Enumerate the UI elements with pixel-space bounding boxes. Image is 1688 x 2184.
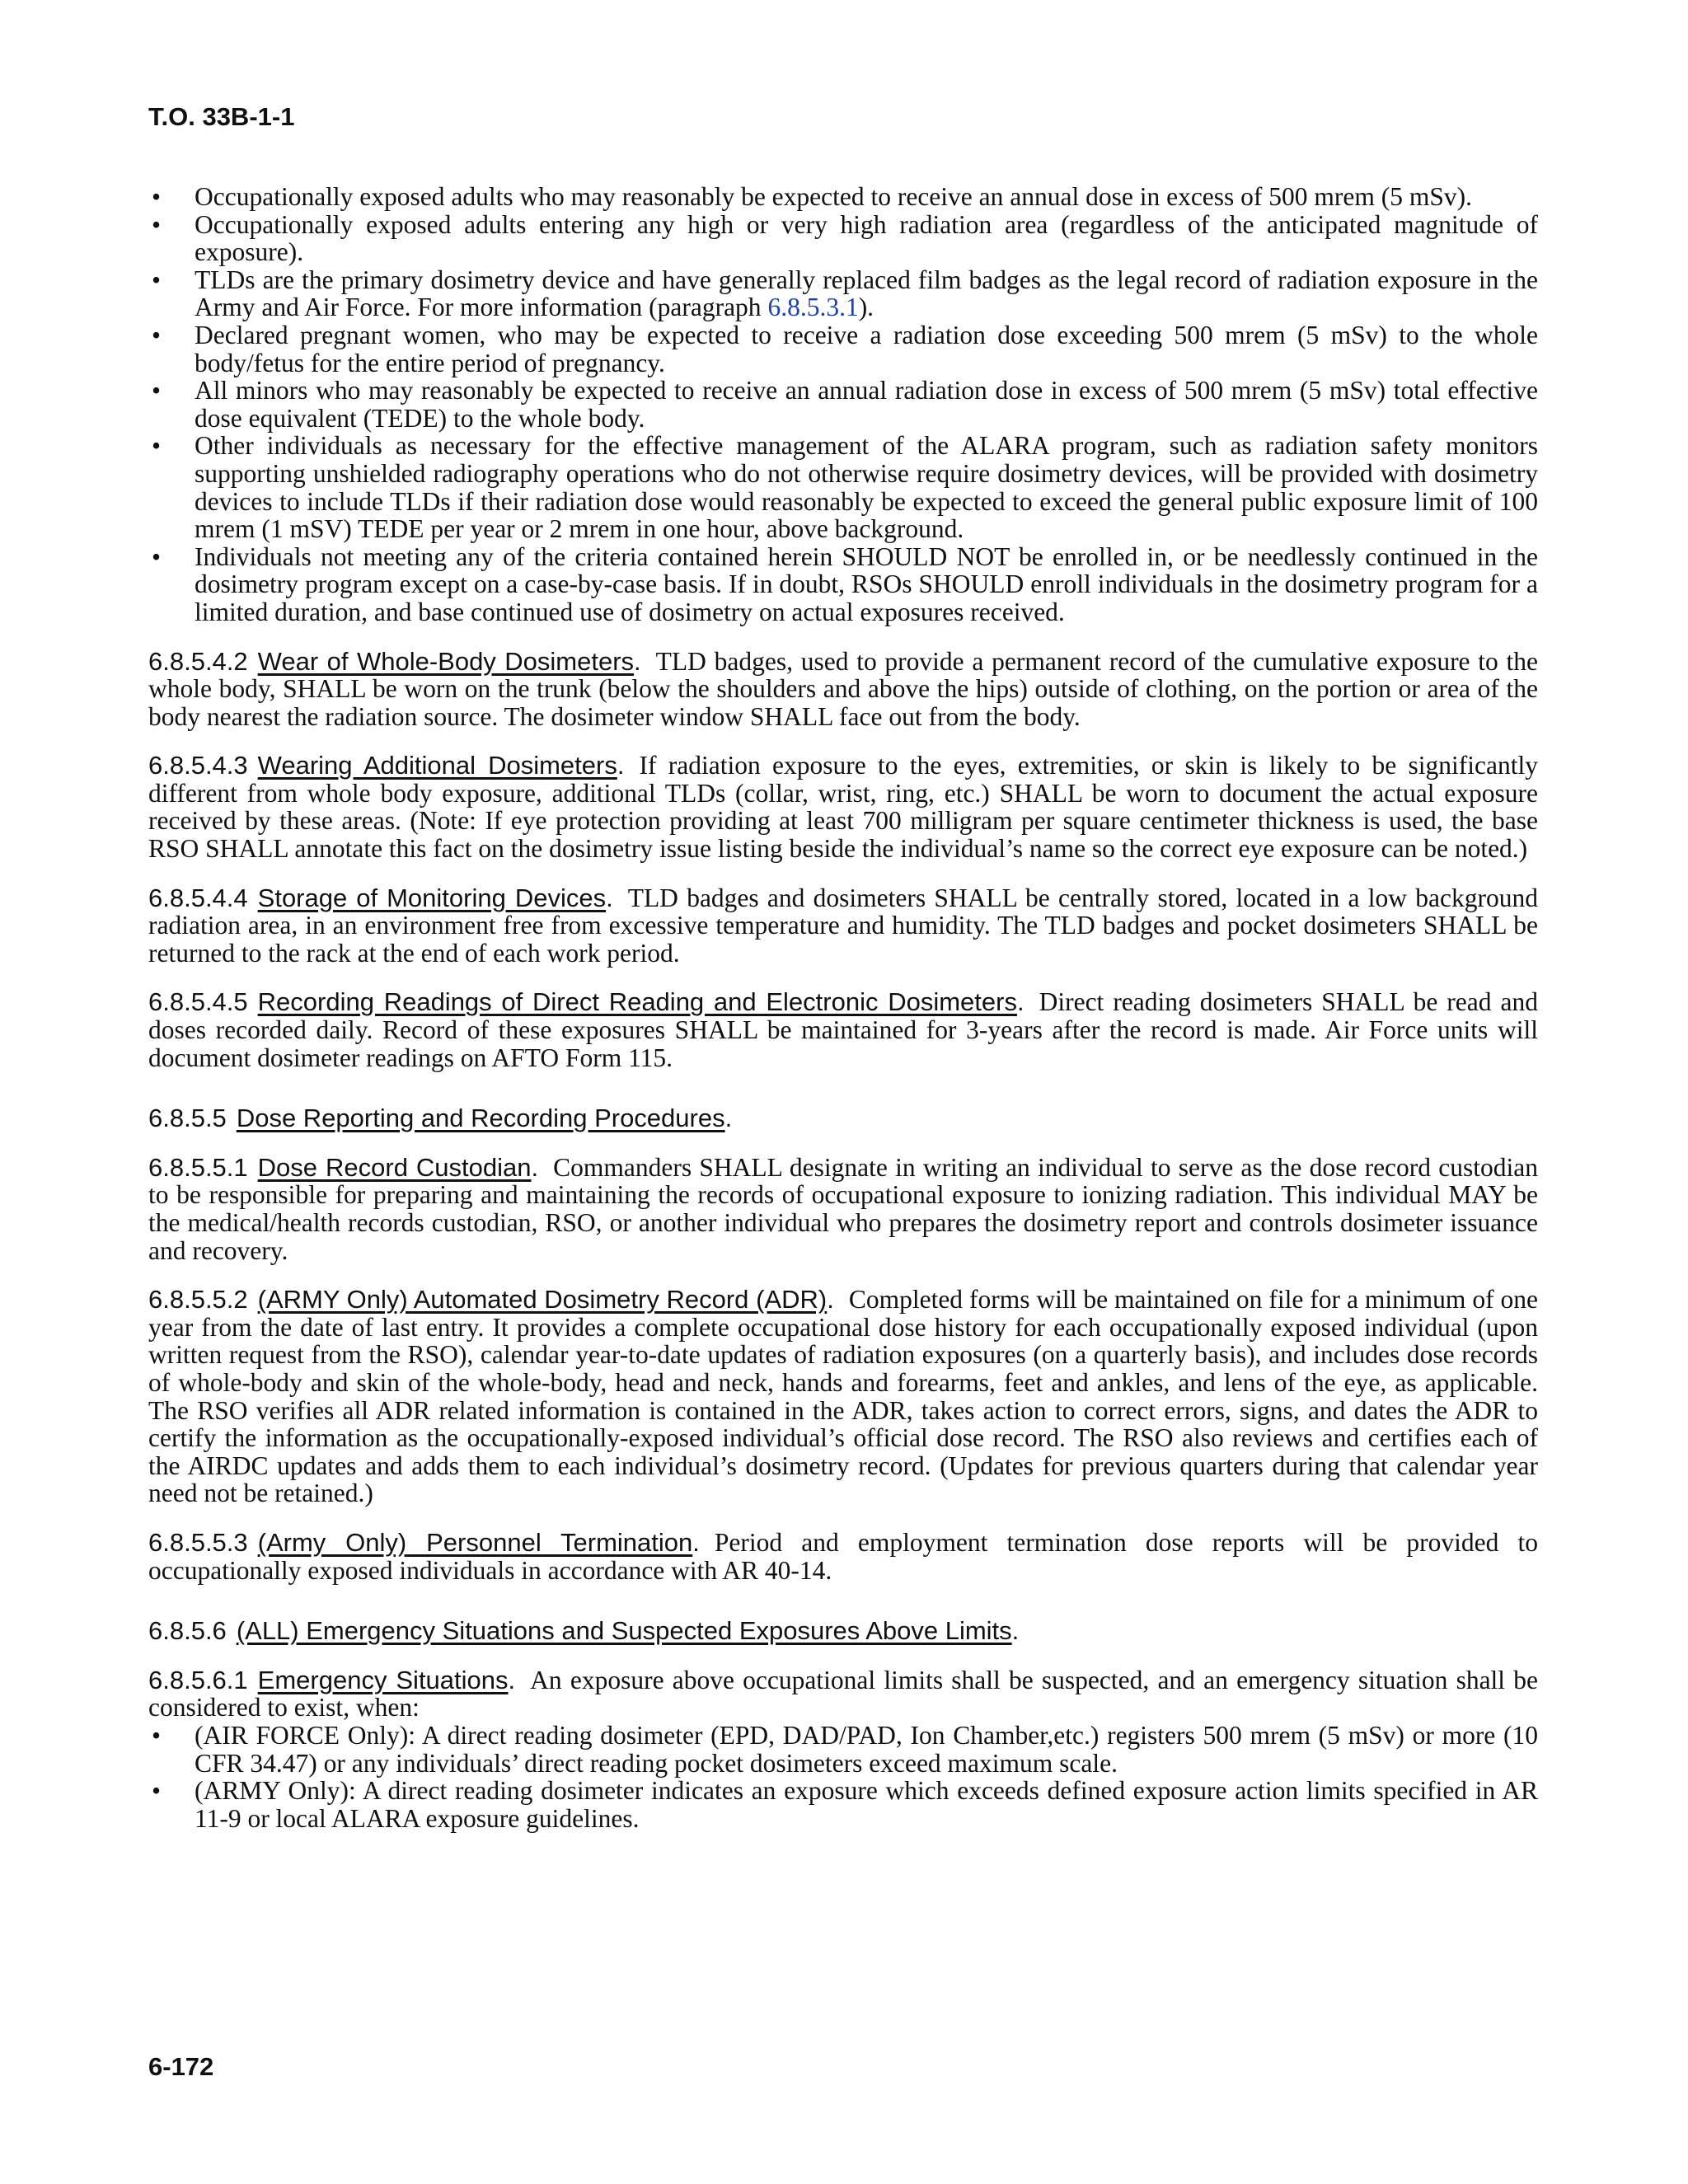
bullet-icon: • <box>152 541 162 571</box>
doc-header-id: T.O. 33B-1-1 <box>148 102 295 131</box>
bullet-icon: • <box>152 1776 162 1806</box>
section-title: (ALL) Emergency Situations and Suspected Exposures Above Limits <box>236 1616 1012 1646</box>
paragraph-6-8-5-4-5: 6.8.5.4.5 Recording Readings of Direct Reading and Electronic Dosimeters. Direct reading dosimeters SHALL be read and doses recorded daily. Record of these exposures SHALL be maintained for 3-years after the record is made. Air Force units will document dosimeter readings on AFTO Form 115. <box>148 987 1538 1072</box>
paragraph-6-8-5-5-1: 6.8.5.5.1 Dose Record Custodian. Commanders SHALL designate in writing an individual to serve as the dose record custodian to be responsible for preparing and maintaining the records of occupational exposure to ionizing radiation. This individual MAY be the medical/health records custodian, RSO, or another individual who prepares the dosimetry report and controls dosimeter issuance and recovery. <box>148 1152 1538 1265</box>
paragraph-title: (ARMY Only) Automated Dosimetry Record (ADR) <box>257 1285 828 1315</box>
paragraph-6-8-5-5-3: 6.8.5.5.3 (Army Only) Personnel Termination. Period and employment termination dose reports will be provided to occupationally exposed individuals in accordance with AR 40-14. <box>148 1527 1538 1585</box>
list-item: • Occupationally exposed adults who may reasonably be expected to receive an annual dose in excess of 500 mrem (5 mSv). <box>152 182 1473 211</box>
paragraph-title: (Army Only) Personnel Termination <box>257 1527 693 1557</box>
paragraph-title: Storage of Monitoring Devices <box>257 883 607 912</box>
list-item: • TLDs are the primary dosimetry device and have generally replaced film badges as the legal record of radiation exposure in the Army and Air Force. For more information (paragraph 6.8.5.3.1). <box>152 265 1538 322</box>
section-heading-6-8-5-5: 6.8.5.5 Dose Reporting and Recording Procedures. <box>148 1104 733 1133</box>
list-item: • Individuals not meeting any of the criteria contained herein SHOULD NOT be enrolled in, or be needlessly continued in the dosimetry program except on a case-by-case basis. If in doubt, RSOs SHOULD enroll individuals in the dosimetry program for a limited duration, and base continued use of dosimetry on actual exposures received. <box>152 541 1538 626</box>
list-item: • Declared pregnant women, who may be expected to receive a radiation dose exceeding 500 mrem (5 mSv) to the whole body/fetus for the entire period of pregnancy. <box>152 320 1538 377</box>
list-item: • All minors who may reasonably be expected to receive an annual radiation dose in excess of 500 mrem (5 mSv) total effective dose equivalent (TEDE) to the whole body. <box>152 376 1538 433</box>
section-heading-6-8-5-6: 6.8.5.6 (ALL) Emergency Situations and Suspected Exposures Above Limits. <box>148 1616 1020 1646</box>
paragraph-6-8-5-4-3: 6.8.5.4.3 Wearing Additional Dosimeters. If radiation exposure to the eyes, extremities, or skin is likely to be significantly different from whole body exposure, additional TLDs (collar, wrist, ring, etc.) SHALL be worn to document the actual exposure received by these areas. (Note: If eye protection providing at least 700 milligram per square centimeter thickness is used, the base RSO SHALL annotate this fact on the dosimetry issue listing beside the individual’s name so the correct eye exposure can be noted.) <box>148 751 1538 864</box>
list-item: • Occupationally exposed adults entering any high or very high radiation area (regardless of the anticipated magnitude of exposure). <box>152 209 1538 267</box>
paragraph-6-8-5-4-4: 6.8.5.4.4 Storage of Monitoring Devices. TLD badges and dosimeters SHALL be centrally stored, located in a low background radiation area, in an environment free from excessive temperature and humidity. The TLD badges and pocket dosimeters SHALL be returned to the rack at the end of each work period. <box>148 883 1538 968</box>
bullet-icon: • <box>152 1720 162 1750</box>
list-item: • (AIR FORCE Only): A direct reading dosimeter (EPD, DAD/PAD, Ion Chamber,etc.) registers 500 mrem (5 mSv) or more (10 CFR 34.47) or any individuals’ direct reading pocket dosimeters exceed maximum scale. <box>152 1720 1538 1778</box>
criteria-bullet-list <box>148 183 1538 626</box>
paragraph-title: Emergency Situations <box>257 1665 509 1694</box>
paragraph-link[interactable]: 6.8.5.3.1 <box>767 293 859 322</box>
list-item: • Other individuals as necessary for the effective management of the ALARA program, such as radiation safety monitors supporting unshielded radiography operations who do not otherwise require dosimetry devices, will be provided with dosimetry devices to include TLDs if their radiation dose would reasonably be expected to exceed the general public exposure limit of 100 mrem (1 mSV) TEDE per year or 2 mrem in one hour, above background. <box>152 431 1538 544</box>
paragraph-title: Recording Readings of Direct Reading and Electronic Dosimeters <box>257 987 1017 1017</box>
bullet-icon: • <box>152 431 162 461</box>
emergency-bullet-list <box>148 1722 1538 1832</box>
list-item: • (ARMY Only): A direct reading dosimeter indicates an exposure which exceeds defined exposure action limits specified in AR 11-9 or local ALARA exposure guidelines. <box>152 1776 1538 1833</box>
paragraph-title: Dose Record Custodian <box>257 1152 532 1182</box>
paragraph-title: Wearing Additional Dosimeters <box>257 751 617 780</box>
bullet-icon: • <box>152 265 162 294</box>
paragraph-6-8-5-6-1: 6.8.5.6.1 Emergency Situations. An exposure above occupational limits shall be suspected, and an emergency situation shall be considered to exist, when: <box>148 1665 1538 1722</box>
document-body <box>148 183 1538 1832</box>
paragraph-6-8-5-5-2: 6.8.5.5.2 (ARMY Only) Automated Dosimetry Record (ADR). Completed forms will be maintained on file for a minimum of one year from the date of last entry. It provides a complete occupational dose history for each occupationally exposed individual (upon written request from the RSO), calendar year-to-date updates of radiation exposures (on a quarterly basis), and includes dose records of whole-body and skin of the whole-body, head and neck, hands and forearms, feet and ankles, and lens of the eye, as applicable. The RSO verifies all ADR related information is contained in the ADR, takes action to correct errors, signs, and dates the ADR to certify the information as the occupationally-exposed individual’s official dose record. The RSO also reviews and certifies each of the AIRDC updates and adds them to each individual’s dosimetry record. (Updates for previous quarters during that calendar year need not be retained.) <box>148 1285 1538 1508</box>
bullet-icon: • <box>152 376 162 405</box>
bullet-icon: • <box>152 320 162 349</box>
bullet-icon: • <box>152 182 162 211</box>
paragraph-6-8-5-4-2: 6.8.5.4.2 Wear of Whole-Body Dosimeters. TLD badges, used to provide a permanent record of the cumulative exposure to the whole body, SHALL be worn on the trunk (below the shoulders and above the hips) outside of clothing, on the portion or area of the body nearest the radiation source. The dosimeter window SHALL face out from the body. <box>148 646 1538 731</box>
bullet-icon: • <box>152 209 162 239</box>
section-title: Dose Reporting and Recording Procedures <box>236 1104 725 1133</box>
paragraph-title: Wear of Whole-Body Dosimeters <box>257 646 635 676</box>
page-number: 6-172 <box>148 2052 214 2081</box>
